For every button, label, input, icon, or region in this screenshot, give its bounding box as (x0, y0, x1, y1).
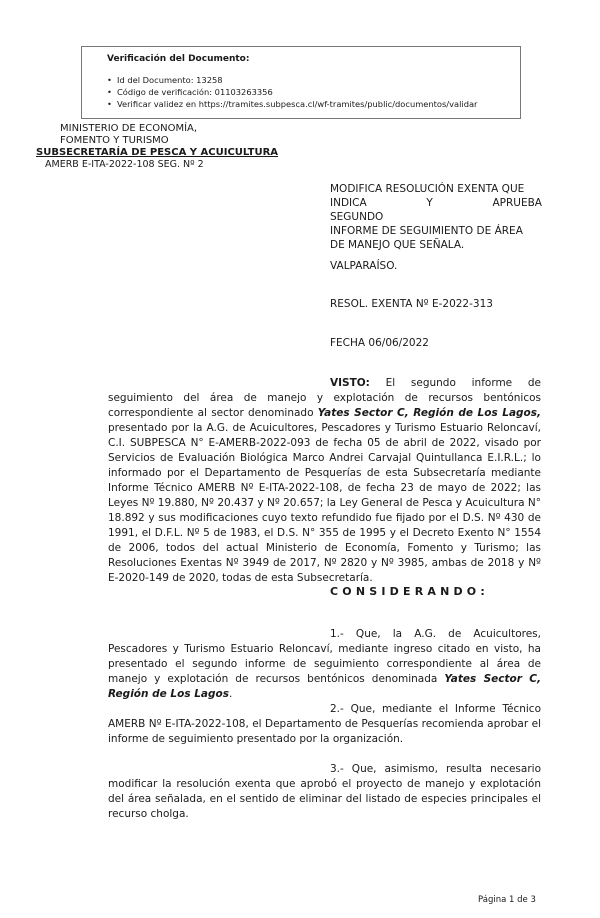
ministry-name-line2: FOMENTO Y TURISMO (60, 135, 169, 146)
subject-line: INDICA Y APRUEBA SEGUNDO (330, 197, 542, 223)
considerando-text: 1.- Que, la A.G. de Acuicultores, Pescadores y Turismo Estuario Reloncaví, mediante ingreso citado en visto, ha presentado el segundo informe de seguimiento correspondiente al área de manejo y explotación de recursos bentónicos denominada (108, 628, 541, 685)
considerando-3 (108, 762, 541, 822)
reference-number: AMERB E-ITA-2022-108 SEG. Nº 2 (45, 159, 204, 170)
resolution-subject (330, 182, 542, 252)
visto-label: VISTO: (330, 377, 370, 389)
subject-line: DE MANEJO QUE SEÑALA. (330, 239, 465, 251)
visto-paragraph (108, 376, 541, 586)
verification-title: Verificación del Documento: (107, 54, 250, 64)
verification-list (107, 74, 510, 110)
subject-line: MODIFICA RESOLUCIÓN EXENTA QUE (330, 183, 525, 195)
visto-text: El segundo informe de seguimiento del área de manejo y explotación de recursos bentónicos correspondiente al sector denominado (108, 377, 541, 419)
considerando-text: . (229, 688, 233, 700)
verification-document-id: • Id del Documento: 13258 (107, 74, 510, 86)
considerando-1 (108, 627, 541, 702)
page-number: Página 1 de 3 (478, 895, 536, 905)
ministry-name-line1: MINISTERIO DE ECONOMÍA, (60, 123, 198, 134)
verification-url[interactable]: • Verificar validez en https://tramites.subpesca.cl/wf-tramites/public/documentos/validar (107, 98, 510, 110)
resolution-number: RESOL. EXENTA Nº E-2022-313 (330, 298, 493, 310)
area-name: Yates Sector C, Región de Los Lagos, (317, 407, 542, 419)
issuer-header (36, 123, 286, 171)
subject-line: INFORME DE SEGUIMIENTO DE ÁREA (330, 225, 523, 237)
considerando-2 (108, 702, 541, 747)
place: VALPARAÍSO. (330, 260, 398, 272)
considerando-heading: CONSIDERANDO: (330, 585, 489, 598)
area-name: Yates Sector C, Región de Los Lagos (108, 673, 541, 700)
visto-text: presentado por la A.G. de Acuicultores, Pescadores y Turismo Estuario Reloncaví, C.I. SUBPESCA N° E-AMERB-2022-093 de fecha 05 de abril de 2022, visado por Servicios de Evaluación Biológica Marco Andrei Carvajal Quintullanca E.I.R.L.; lo informado por el Departamento de Pesquerías de esta Subsecretaría mediante Informe Técnico AMERB Nº E-ITA-2022-108, de fecha 23 de mayo de 2022; las Leyes Nº 19.880, Nº 20.437 y Nº 20.657; la Ley General de Pesca y Acuicultura N° 18.892 y sus modificaciones cuyo texto refundido fue fijado por el D.S. Nº 430 de 1991, el D.F.L. Nº 5 de 1983, el D.S. N° 355 de 1995 y el Decreto Exento N° 1554 de 2006, todos del actual Ministerio de Economía, Fomento y Turismo; las Resoluciones Exentas Nº 3949 de 2017, Nº 2820 y Nº 3985, ambas de 2018 y Nº E-2020-149 de 2020, todas de esta Subsecretaría. (108, 422, 541, 584)
subsecretaria-name: SUBSECRETARÍA DE PESCA Y ACUICULTURA (36, 147, 279, 158)
considerando-text: 2.- Que, mediante el Informe Técnico AMERB Nº E-ITA-2022-108, el Departamento de Pesquerías recomienda aprobar el informe de seguimiento presentado por la organización. (108, 703, 541, 745)
verification-box (81, 46, 521, 119)
considerando-text: 3.- Que, asimismo, resulta necesario modificar la resolución exenta que aprobó el proyecto de manejo y explotación del área señalada, en el sentido de eliminar del listado de especies principales el recurso cholga. (108, 763, 541, 820)
resolution-date: FECHA 06/06/2022 (330, 337, 429, 349)
verification-code: • Código de verificación: 01103263356 (107, 86, 510, 98)
